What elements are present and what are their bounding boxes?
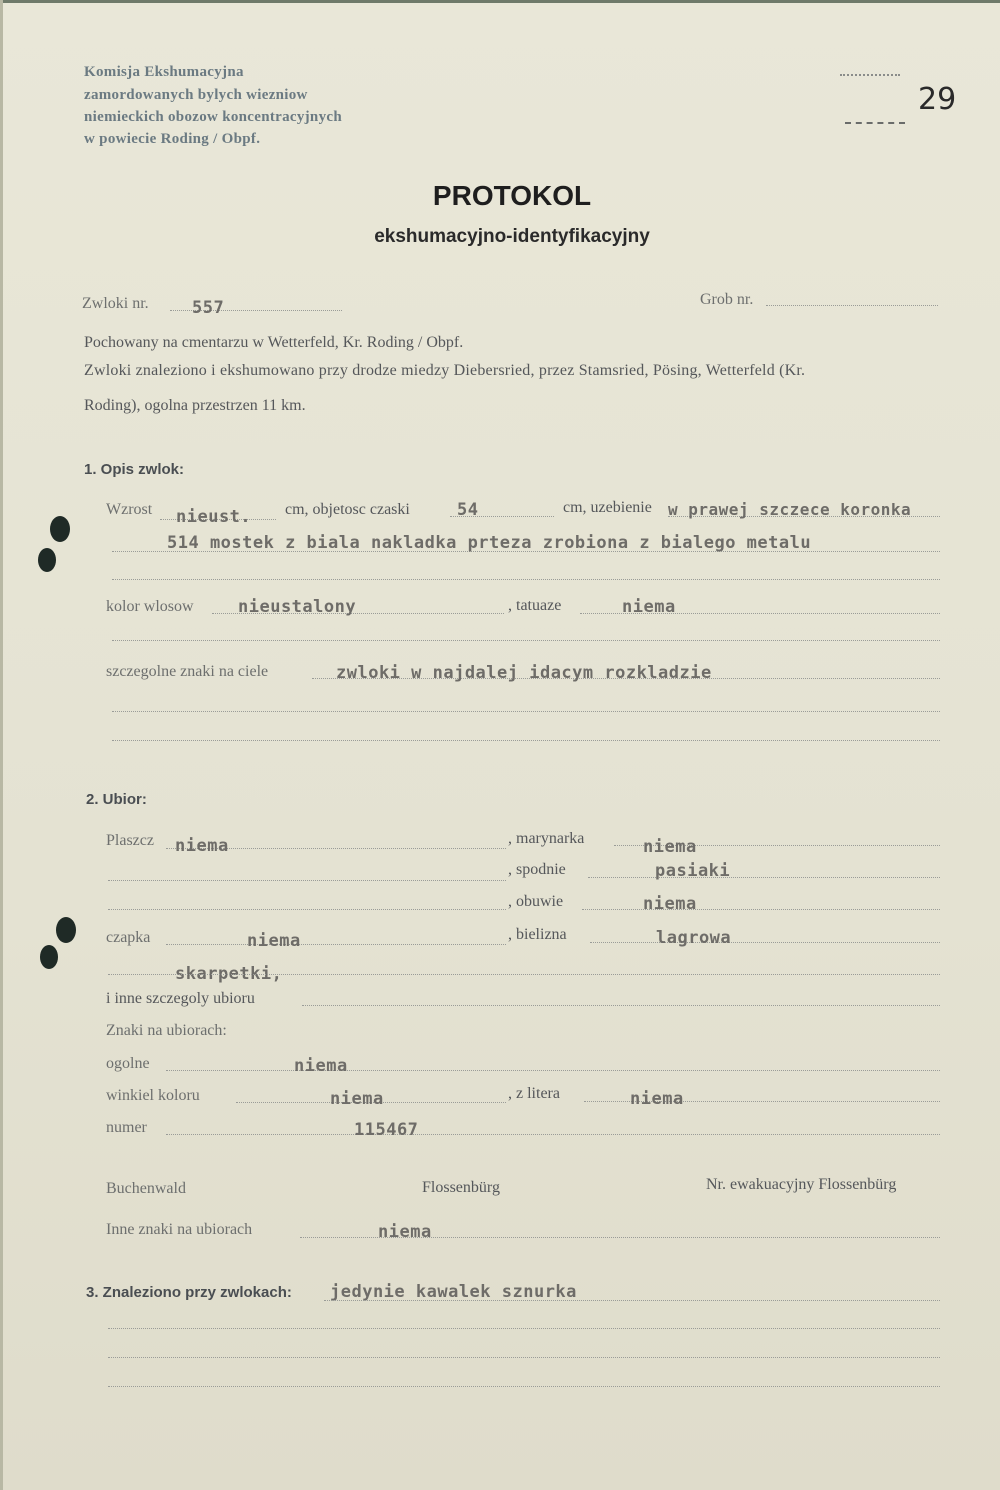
ogolne-value: niema xyxy=(294,1056,348,1076)
section-1-heading: 1. Opis zwlok: xyxy=(84,461,185,478)
punch-hole xyxy=(50,516,70,542)
pochowany-text: Pochowany na cmentarzu w Wetterfeld, Kr. Roding / Obpf. xyxy=(84,334,464,351)
grob-label: Grob nr. xyxy=(700,291,754,308)
uzebienie-line-3 xyxy=(112,579,940,580)
znaleziono-line-1: Zwloki znaleziono i ekshumowano przy drodze miedzy Diebersried, przez Stamsried, Pösing, Wetterfeld (Kr. xyxy=(84,362,806,379)
uzebienie-value: w prawej szczece koronka xyxy=(668,500,912,519)
skarpetki-line xyxy=(108,974,940,975)
page-number: 29 xyxy=(918,82,957,117)
protocol-title: PROTOKOL xyxy=(432,180,592,211)
znaki-line-2 xyxy=(112,711,940,712)
grob-line xyxy=(766,305,938,306)
plaszcz-line-3 xyxy=(108,909,506,910)
punch-hole xyxy=(56,917,76,943)
section-3-line-2 xyxy=(108,1328,940,1329)
org-line-1: Komisja Ekshumacyjna xyxy=(84,64,244,80)
section-2-heading: 2. Ubior: xyxy=(86,791,147,808)
inne-znaki-value: niema xyxy=(378,1222,432,1242)
section-3-line-4 xyxy=(108,1386,940,1387)
obuwie-value: niema xyxy=(643,894,697,914)
znaleziono-line-2: Roding), ogolna przestrzen 11 km. xyxy=(84,397,306,414)
section-3-heading: 3. Znaleziono przy zwlokach: xyxy=(86,1284,292,1301)
cm-uzebienie-label: cm, uzebienie xyxy=(563,499,652,516)
plaszcz-line-2 xyxy=(108,880,506,881)
czapka-label: czapka xyxy=(106,929,151,946)
page-edge-top xyxy=(0,0,1000,3)
org-line-2: zamordowanych bylych wiezniow xyxy=(84,87,308,103)
znaki-na-ubiorach-label: Znaki na ubiorach: xyxy=(106,1022,227,1039)
section-3-value: jedynie kawalek sznurka xyxy=(330,1282,577,1302)
org-line-4: w powiecie Roding / Obpf. xyxy=(84,131,261,147)
z-litera-label: , z litera xyxy=(508,1085,560,1102)
wzrost-label: Wzrost xyxy=(106,501,153,518)
page-number-dots xyxy=(840,74,900,76)
ogolne-line xyxy=(166,1070,940,1071)
z-litera-value: niema xyxy=(630,1089,684,1109)
spodnie-line xyxy=(588,877,940,878)
buchenwald-label: Buchenwald xyxy=(106,1180,186,1197)
numer-line xyxy=(166,1134,940,1135)
bielizna-line xyxy=(590,942,940,943)
protocol-subtitle: ekshumacyjno-identyfikacyjny xyxy=(374,226,650,247)
tatuaze-label: , tatuaze xyxy=(508,597,562,614)
spodnie-label: , spodnie xyxy=(508,861,566,878)
zwloki-label: Zwloki nr. xyxy=(82,295,149,312)
inne-znaki-label: Inne znaki na ubiorach xyxy=(106,1221,253,1238)
inne-szczegoly-line xyxy=(302,1005,940,1006)
zwloki-value: 557 xyxy=(192,298,225,318)
numer-label: numer xyxy=(106,1119,147,1136)
obuwie-line xyxy=(582,909,940,910)
znaki-line-3 xyxy=(112,740,940,741)
tatuaze-value: niema xyxy=(622,597,676,617)
kolor-label: kolor wlosow xyxy=(106,598,194,615)
winkiel-value: niema xyxy=(330,1089,384,1109)
obuwie-label: , obuwie xyxy=(508,893,564,910)
marynarka-label: , marynarka xyxy=(508,830,585,847)
inne-szczegoly-label: i inne szczegoly ubioru xyxy=(106,990,255,1007)
numer-value: 115467 xyxy=(354,1120,419,1140)
wzrost-value: nieust. xyxy=(176,507,252,527)
page-edge-left xyxy=(0,0,3,1490)
section-3-line xyxy=(324,1300,940,1301)
nr-ewakuacyjny-label: Nr. ewakuacyjny Flossenbürg xyxy=(706,1176,897,1193)
page-number-dash xyxy=(845,122,905,124)
spodnie-value: pasiaki xyxy=(655,861,731,881)
marynarka-value: niema xyxy=(643,837,697,857)
ogolne-label: ogolne xyxy=(106,1055,150,1072)
org-line-3: niemieckich obozow koncentracyjnych xyxy=(84,109,342,125)
winkiel-label: winkiel koloru xyxy=(106,1087,200,1104)
flossenburg-label: Flossenbürg xyxy=(422,1179,500,1196)
skarpetki-value: skarpetki, xyxy=(175,964,283,984)
punch-hole xyxy=(38,548,56,572)
section-3-line-3 xyxy=(108,1357,940,1358)
kolor-value: nieustalony xyxy=(238,597,357,617)
czaski-value: 54 xyxy=(457,500,479,520)
czapka-value: niema xyxy=(247,931,301,951)
plaszcz-value: niema xyxy=(175,836,229,856)
czapka-line xyxy=(166,944,506,945)
punch-hole xyxy=(40,945,58,969)
cm-objetosc-label: cm, objetosc czaski xyxy=(285,501,410,518)
uzebienie-value-2: 514 mostek z biala nakladka prteza zrobiona z bialego metalu xyxy=(167,533,812,553)
znaki-na-ciele-label: szczegolne znaki na ciele xyxy=(106,663,269,680)
kolor-line-2 xyxy=(112,640,940,641)
znaki-na-ciele-value: zwloki w najdalej idacym rozkladzie xyxy=(336,663,712,683)
bielizna-value: lagrowa xyxy=(656,928,732,948)
bielizna-label: , bielizna xyxy=(508,926,567,943)
plaszcz-label: Plaszcz xyxy=(106,832,154,849)
